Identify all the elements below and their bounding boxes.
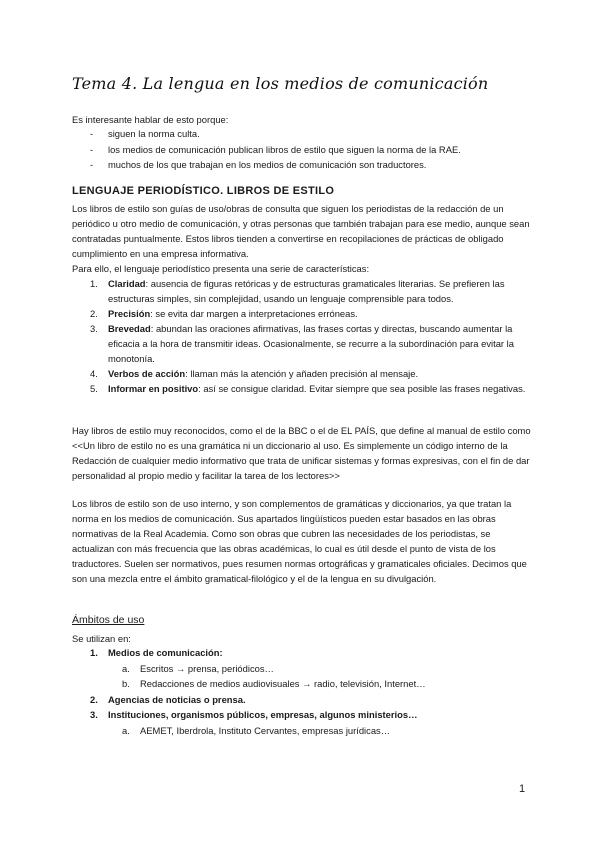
section-heading: Ámbitos de uso bbox=[72, 614, 145, 626]
list-item: 2. Agencias de noticias o prensa. bbox=[90, 693, 246, 705]
sub-list-item: a. AEMET, Iberdrola, Instituto Cervantes, empresas jurídicas… bbox=[122, 724, 391, 736]
list-item: - los medios de comunicación publican libros de estilo que siguen la norma de la RAE. bbox=[90, 143, 461, 155]
reasons-list bbox=[90, 126, 530, 173]
intro-text: Es interesante hablar de esto porque: bbox=[72, 114, 229, 125]
list-item: 4. Verbos de acción: llaman más la atención y añaden precisión al mensaje. bbox=[90, 368, 419, 379]
list-item: 5. Informar en positivo: así se consigue claridad. Evitar siempre que sea posible las frases negativas. bbox=[90, 383, 526, 394]
page-number: 1 bbox=[519, 783, 526, 795]
list-item: 1. Medios de comunicación: a. Escritos → prensa, periódicos… b. Redacciones de medios audiovisuales → radio, televisión, Internet… bbox=[90, 645, 530, 692]
uses-list bbox=[90, 645, 530, 738]
paragraph: Se utilizan en: bbox=[72, 633, 131, 644]
list-item: 3. Brevedad: abundan las oraciones afirmativas, las frases cortas y directas, buscando aumentar la eficacia a la hora de transmitir ideas. Ocasionalmente, se recurre a la subordinación para evitar la monotonía. bbox=[90, 323, 514, 364]
paragraph: Hay libros de estilo muy reconocidos, como el de la BBC o el de EL PAÍS, que define al manual de estilo como <<Un libro de estilo no es una gramática ni un diccionario al uso. Es simplemente un código interno de la Redacción de cualquier medio informativo que trata de unificar sistemas y formas expresivas, con el fin de dar personalidad al propio medio y facilitar la tarea de los lectores>> bbox=[72, 425, 531, 481]
features-list bbox=[90, 276, 530, 396]
paragraph: Para ello, el lenguaje periodístico presenta una serie de características: bbox=[72, 263, 370, 274]
list-item: - muchos de los que trabajan en los medios de comunicación son traductores. bbox=[90, 159, 427, 170]
list-item: 1. Claridad: ausencia de figuras retóricas y de estructuras gramaticales literarias. Se prefieren las estructuras simples, sin complejidad, usando un lenguaje comprensible para todos. bbox=[90, 278, 505, 304]
sub-list-item: a. Escritos → prensa, periódicos… bbox=[122, 662, 274, 674]
sub-list-item: b. Redacciones de medios audiovisuales → radio, televisión, Internet… bbox=[122, 678, 426, 689]
list-item: 3. Instituciones, organismos públicos, empresas, algunos ministerios… a. AEMET, Iberdrola, Instituto Cervantes, empresas jurídicas… bbox=[90, 707, 530, 738]
paragraph: Los libros de estilo son de uso interno, y son complementos de gramáticas y diccionarios, ya que tratan la norma en los medios de comunicación. Sus apartados lingüísticos pueden estar basados en las obras normativas de la Real Academia. Como son obras que cubren las necesidades de los periodistas, se actualizan con más frecuencia que las obras académicas, lo cual es útil desde el punto de vista de los traductores. Suelen ser normativos, pues resumen normas ortográficas y gramaticales oficiales. Decimos que son una mezcla entre el ámbito gramatical-filológico y el de la lengua en su divulgación. bbox=[72, 498, 527, 584]
document-title: Tema 4. La lengua en los medios de comunicación bbox=[72, 74, 489, 93]
section-heading: LENGUAJE PERIODÍSTICO. LIBROS DE ESTILO bbox=[72, 185, 335, 197]
list-item: - siguen la norma culta. bbox=[90, 128, 200, 139]
paragraph: Los libros de estilo son guías de uso/obras de consulta que siguen los periodistas de la redacción de un periódico u otro medio de comunicación, y otras personas que también trabajan para ese medio, aunque sean contratadas puntualmente. Estos libros tienden a convertirse en recopilaciones de prácticas de obligado cumplimiento en una empresa informativa. bbox=[72, 203, 530, 259]
list-item: 2. Precisión: se evita dar margen a interpretaciones erróneas. bbox=[90, 308, 358, 319]
